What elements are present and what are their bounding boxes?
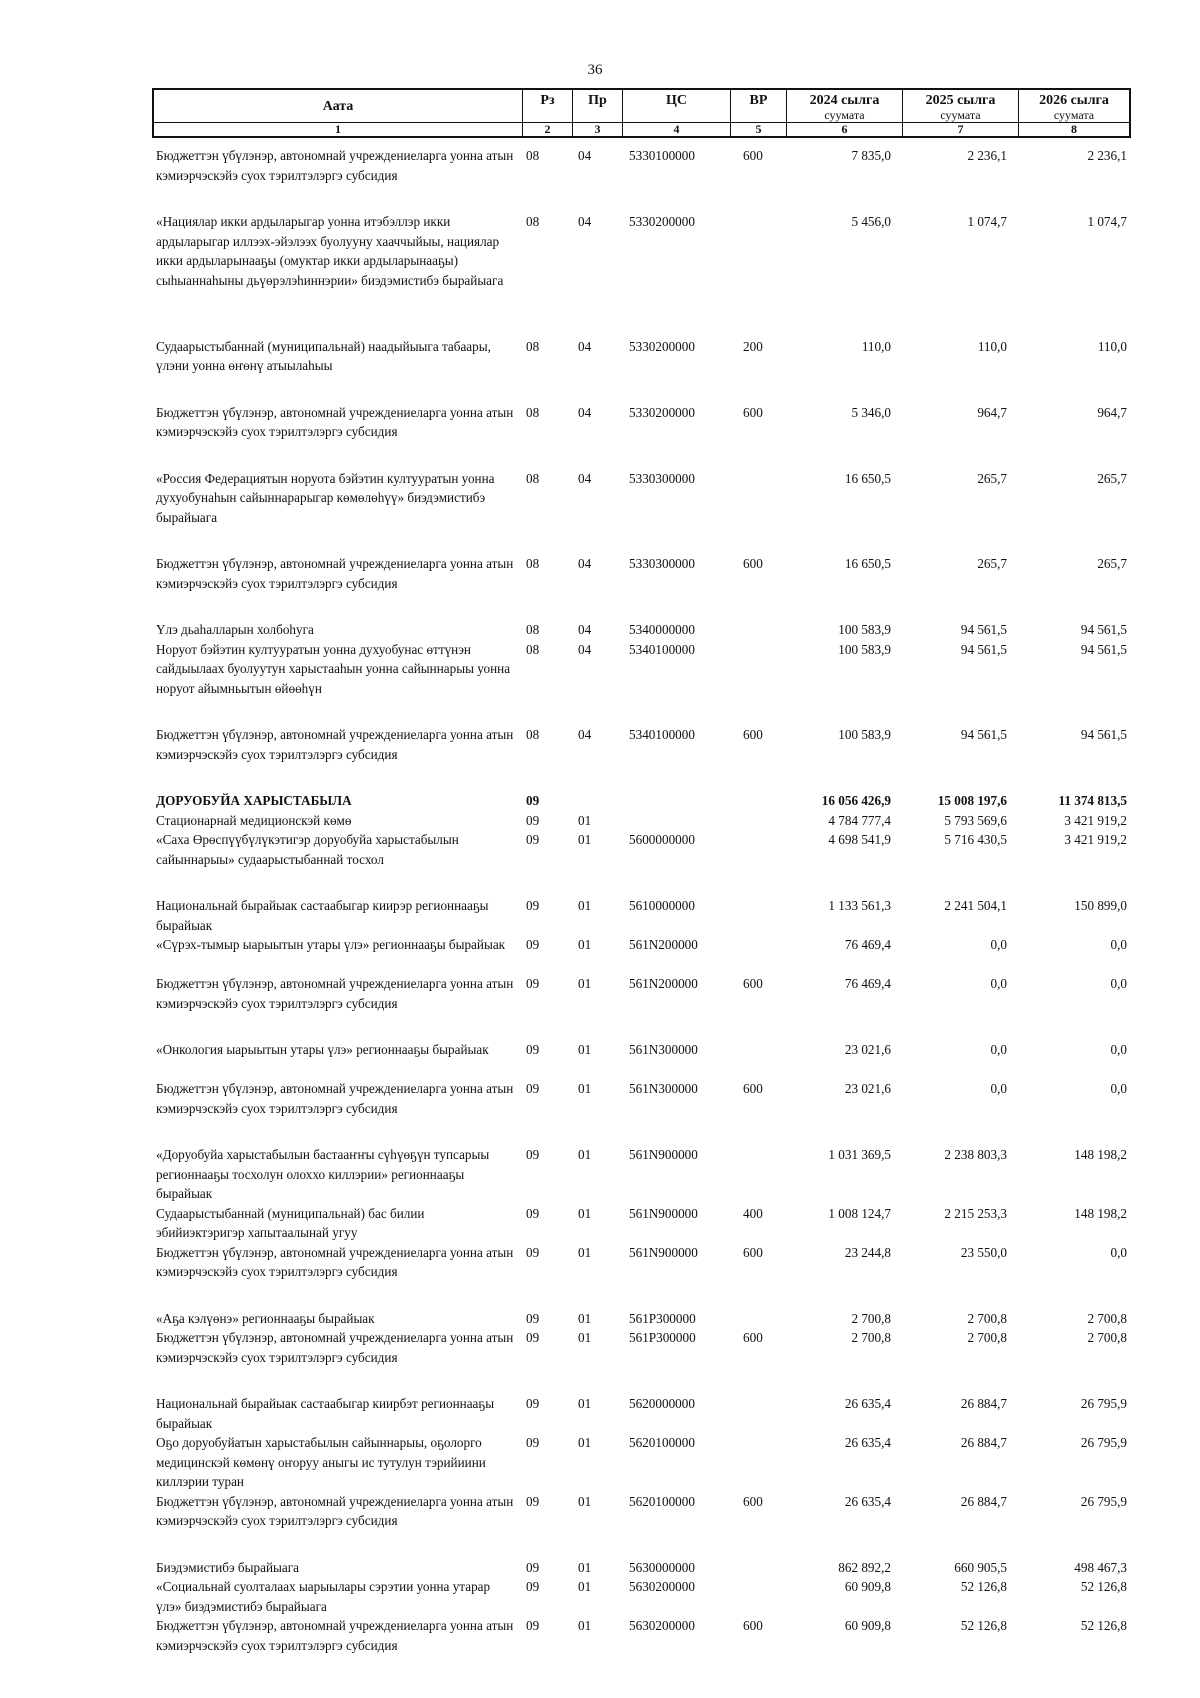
row-sum-2026: 1 074,7 — [1087, 214, 1127, 229]
row-name: Бюджеттэн үбүлэнэр, автономнай учреждениеларга уонна атын кэмиэрчэскэйэ суох тэрилтэлэргэ субсидия — [156, 556, 514, 591]
row-sum-2025: 2 238 803,3 — [944, 1147, 1007, 1162]
row-pr: 01 — [578, 1396, 592, 1411]
row-cs: 5340000000 — [629, 622, 695, 637]
row-sum-2024: 60 909,8 — [844, 1618, 891, 1633]
row-pr: 04 — [578, 404, 592, 420]
row-sum-2025: 2 215 253,3 — [944, 1205, 1007, 1221]
row-sum-2024: 862 892,2 — [838, 1559, 891, 1575]
row-sum-2025: 1 074,7 — [967, 214, 1007, 229]
row-pr: 04 — [578, 470, 592, 486]
row-sum-2026: 0,0 — [1110, 1081, 1127, 1096]
header-2026-sum: суумата — [1053, 108, 1095, 122]
row-cs: 561N900000 — [629, 1244, 698, 1260]
row-sum-2026: 265,7 — [1097, 470, 1127, 486]
table-row — [0, 1492, 1200, 1531]
row-sum-2025: 110,0 — [977, 338, 1007, 354]
row-sum-2024: 7 835,0 — [851, 148, 891, 163]
header-2026 — [1019, 90, 1129, 124]
row-cs: 561N200000 — [629, 937, 698, 952]
row-pr: 01 — [578, 976, 592, 991]
row-name: Бюджеттэн үбүлэнэр, автономнай учреждениеларга уонна атын кэмиэрчэскэйэ суох тэрилтэлэргэ субсидия — [156, 1330, 514, 1365]
row-name: Бюджеттэн үбүлэнэр, автономнай учреждениеларга уонна атын кэмиэрчэскэйэ суох тэрилтэлэргэ субсидия — [156, 727, 514, 762]
row-sum-2025: 2 700,8 — [967, 1330, 1007, 1345]
row-rz: 08 — [526, 214, 540, 229]
row-sum-2026: 26 795,9 — [1080, 1493, 1127, 1509]
row-name: Бюджеттэн үбүлэнэр, автономнай учреждениеларга уонна атын кэмиэрчэскэйэ суох тэрилтэлэргэ субсидия — [156, 976, 514, 1011]
row-pr: 04 — [578, 622, 592, 637]
row-cs: 5620100000 — [629, 1435, 695, 1450]
row-sum-2026: 94 561,5 — [1080, 641, 1127, 657]
row-sum-2026: 52 126,8 — [1080, 1618, 1127, 1633]
row-sum-2026: 52 126,8 — [1080, 1579, 1127, 1594]
row-cs: 5330200000 — [629, 404, 695, 420]
row-cs: 561P300000 — [629, 1330, 696, 1345]
row-name: Үлэ дьаһалларын холбоһуга — [156, 622, 314, 637]
header-2024-sum: суумата — [824, 108, 865, 122]
row-cs: 5620100000 — [629, 1493, 695, 1509]
row-sum-2024: 1 133 561,3 — [828, 898, 891, 913]
row-vr: 600 — [743, 556, 763, 571]
row-sum-2025: 5 793 569,6 — [944, 812, 1007, 828]
row-sum-2025: 94 561,5 — [960, 727, 1007, 742]
row-sum-2024: 2 700,8 — [851, 1330, 891, 1345]
row-sum-2026: 148 198,2 — [1074, 1205, 1127, 1221]
row-sum-2025: 0,0 — [990, 937, 1007, 952]
header-num-6: 6 — [787, 122, 902, 136]
header-2024-col — [786, 90, 902, 136]
row-name: Бюджеттэн үбүлэнэр, автономнай учреждениеларга уонна атын кэмиэрчэскэйэ суох тэрилтэлэргэ субсидия — [156, 1081, 514, 1116]
row-sum-2026: 26 795,9 — [1080, 1396, 1127, 1411]
row-sum-2025: 26 884,7 — [960, 1396, 1007, 1411]
row-name: Бюджеттэн үбүлэнэр, автономнай учреждениеларга уонна атын кэмиэрчэскэйэ суох тэрилтэлэргэ субсидия — [156, 1493, 514, 1528]
row-name: Стационарнай медиционскэй көмө — [156, 812, 352, 828]
row-cs: 5330200000 — [629, 214, 695, 229]
row-vr: 600 — [743, 1244, 763, 1260]
row-sum-2024: 23 244,8 — [844, 1244, 891, 1260]
row-cs: 561N200000 — [629, 976, 698, 991]
row-rz: 09 — [526, 1330, 540, 1345]
row-rz: 09 — [526, 1435, 540, 1450]
header-num-5: 5 — [731, 122, 786, 136]
table-row — [0, 337, 1200, 376]
row-pr: 04 — [578, 727, 592, 742]
budget-table-body — [0, 146, 1200, 1655]
row-name: Бюджеттэн үбүлэнэр, автономнай учреждениеларга уонна атын кэмиэрчэскэйэ суох тэрилтэлэргэ субсидия — [156, 404, 514, 439]
row-sum-2024: 110,0 — [861, 338, 891, 354]
row-name: «Социальнай суолталаах ыарыылары сэрэтии уонна утарар үлэ» биэдэмистибэ бырайыага — [156, 1579, 491, 1614]
row-name: Бюджеттэн үбүлэнэр, автономнай учреждениеларга уонна атын кэмиэрчэскэйэ суох тэрилтэлэргэ субсидия — [156, 1244, 514, 1279]
row-sum-2025: 265,7 — [977, 470, 1007, 486]
row-cs: 5630000000 — [629, 1559, 695, 1575]
row-pr: 01 — [578, 1147, 592, 1162]
row-sum-2024: 16 650,5 — [844, 556, 891, 571]
row-cs: 5330300000 — [629, 470, 695, 486]
row-sum-2024: 76 469,4 — [844, 976, 891, 991]
row-sum-2025: 15 008 197,6 — [937, 793, 1007, 808]
row-name: «Аҕа кэлүөнэ» регионнааҕы бырайыак — [156, 1310, 375, 1326]
row-name: «Доруобуйа харыстабылын бастааҥҥы сүһүөҕүн тупсарыы регионнааҕы тосхолун олоххо киллэрии» регионнааҕы бырайыак — [156, 1147, 490, 1201]
row-pr: 01 — [578, 1559, 592, 1575]
row-rz: 09 — [526, 1618, 540, 1633]
row-pr: 01 — [578, 1042, 592, 1057]
header-2024 — [787, 90, 902, 124]
row-rz: 08 — [526, 470, 540, 486]
row-sum-2025: 0,0 — [990, 1081, 1007, 1096]
row-sum-2026: 265,7 — [1097, 556, 1127, 571]
table-header — [152, 88, 1131, 138]
table-row — [0, 725, 1200, 764]
row-name: «Сүрэх-тымыр ыарыытын утары үлэ» регионнааҕы бырайыак — [156, 937, 506, 952]
row-name: Судаарыстыбаннай (муниципальнай) бас билии эбийиэктэригэр хапытаалынай угуу — [156, 1205, 425, 1240]
row-sum-2024: 100 583,9 — [838, 622, 891, 637]
row-pr: 01 — [578, 937, 592, 952]
row-sum-2025: 2 241 504,1 — [944, 898, 1007, 913]
page-number: 36 — [587, 62, 603, 78]
header-name: Аата — [322, 98, 354, 114]
header-num-7: 7 — [903, 122, 1018, 136]
row-sum-2026: 0,0 — [1110, 976, 1127, 991]
row-vr: 600 — [743, 976, 763, 991]
row-name: Судаарыстыбаннай (муниципальнай) наадыйыыга табаары, үлэни уонна өҥөнү атыылаһыы — [156, 338, 491, 373]
header-cs: ЦС — [666, 93, 687, 108]
header-2025 — [903, 90, 1018, 124]
row-pr: 01 — [578, 1330, 592, 1345]
row-sum-2026: 94 561,5 — [1080, 727, 1127, 742]
row-vr: 600 — [743, 404, 763, 420]
row-sum-2025: 26 884,7 — [960, 1493, 1007, 1509]
table-row — [0, 1040, 1200, 1079]
row-pr: 01 — [578, 1310, 592, 1326]
row-rz: 09 — [526, 793, 540, 808]
row-sum-2026: 150 899,0 — [1074, 898, 1127, 913]
header-2026-col — [1018, 90, 1129, 136]
row-cs: 561P300000 — [629, 1310, 696, 1326]
row-name: Биэдэмистибэ бырайыага — [156, 1559, 299, 1575]
row-sum-2024: 16 056 426,9 — [821, 793, 891, 808]
row-sum-2025: 94 561,5 — [960, 641, 1007, 657]
row-sum-2026: 2 700,8 — [1087, 1330, 1127, 1345]
row-rz: 09 — [526, 1147, 540, 1162]
row-sum-2025: 660 905,5 — [954, 1559, 1007, 1575]
header-num-1: 1 — [154, 122, 522, 136]
row-sum-2024: 23 021,6 — [844, 1042, 891, 1057]
row-rz: 08 — [526, 338, 540, 354]
row-sum-2024: 100 583,9 — [838, 641, 891, 657]
row-cs: 5630200000 — [629, 1579, 695, 1594]
row-cs: 5330200000 — [629, 338, 695, 354]
row-pr: 04 — [578, 641, 592, 657]
row-pr: 01 — [578, 1205, 592, 1221]
row-sum-2026: 3 421 919,2 — [1064, 812, 1127, 828]
row-rz: 09 — [526, 976, 540, 991]
table-row — [0, 1394, 1200, 1433]
row-vr: 600 — [743, 148, 763, 163]
row-name: Национальнай бырайыак састаабыгар киирэр регионнааҕы бырайыак — [156, 898, 489, 933]
row-sum-2026: 0,0 — [1110, 1042, 1127, 1057]
row-sum-2025: 0,0 — [990, 976, 1007, 991]
row-sum-2026: 0,0 — [1110, 937, 1127, 952]
row-sum-2025: 2 236,1 — [967, 148, 1007, 163]
row-name: «Нациялар икки ардыларыгар уонна итэбэллэр икки ардыларыгар иллээх-эйэлээх буолууну хааччыйыы, нациялар икки ардыларынааҕы (омуктар икки ардыларынааҕы) сыһыаннаһыны дьүөрэлэһиннэрии» биэдэмистибэ бырайыага — [156, 214, 504, 288]
table-row — [0, 620, 1200, 640]
row-name: «Онкология ыарыытын утары үлэ» регионнааҕы бырайыак — [156, 1042, 489, 1057]
row-rz: 09 — [526, 1493, 540, 1509]
row-rz: 09 — [526, 1205, 540, 1221]
row-sum-2025: 964,7 — [977, 404, 1007, 420]
table-row — [0, 403, 1200, 442]
row-cs: 5610000000 — [629, 898, 695, 913]
row-sum-2024: 1 008 124,7 — [828, 1205, 891, 1221]
table-row — [0, 640, 1200, 699]
table-row — [0, 1243, 1200, 1282]
row-rz: 09 — [526, 1042, 540, 1057]
row-cs: 5330100000 — [629, 148, 695, 163]
row-sum-2026: 148 198,2 — [1074, 1147, 1127, 1162]
row-sum-2026: 964,7 — [1097, 404, 1127, 420]
row-name: Оҕо доруобуйатын харыстабылын сайыннарыы, оҕолорго медицинскэй көмөнү оҥоруу аныгы ис тутулун тэрийиини киллэрии туран — [156, 1435, 486, 1489]
row-rz: 09 — [526, 1396, 540, 1411]
row-sum-2026: 3 421 919,2 — [1064, 832, 1127, 847]
row-pr: 01 — [578, 1081, 592, 1096]
header-num-3: 3 — [573, 122, 622, 136]
row-cs: 5340100000 — [629, 641, 695, 657]
header-name-col — [154, 90, 522, 136]
row-sum-2026: 26 795,9 — [1080, 1435, 1127, 1450]
row-pr: 01 — [578, 832, 592, 847]
row-sum-2024: 26 635,4 — [844, 1493, 891, 1509]
header-2024-label: 2024 сылга — [809, 93, 880, 108]
row-cs: 5330300000 — [629, 556, 695, 571]
row-rz: 09 — [526, 832, 540, 847]
header-pr-col — [572, 90, 622, 136]
table-row — [0, 1309, 1200, 1329]
row-sum-2024: 26 635,4 — [844, 1435, 891, 1450]
row-sum-2024: 4 784 777,4 — [828, 812, 891, 828]
row-pr: 04 — [578, 338, 592, 354]
row-sum-2026: 11 374 813,5 — [1058, 793, 1127, 808]
row-sum-2025: 265,7 — [977, 556, 1007, 571]
table-row — [0, 469, 1200, 528]
row-rz: 09 — [526, 1579, 540, 1594]
table-row — [0, 896, 1200, 935]
header-num-2: 2 — [523, 122, 572, 136]
table-row — [0, 1558, 1200, 1578]
row-rz: 08 — [526, 556, 540, 571]
row-sum-2024: 5 456,0 — [851, 214, 891, 229]
table-row — [0, 212, 1200, 310]
row-vr: 600 — [743, 727, 763, 742]
row-sum-2026: 0,0 — [1110, 1244, 1127, 1260]
row-sum-2025: 0,0 — [990, 1042, 1007, 1057]
row-pr: 04 — [578, 214, 592, 229]
header-vr-col — [730, 90, 786, 136]
row-pr: 01 — [578, 1435, 592, 1450]
table-row — [0, 811, 1200, 831]
header-2025-col — [902, 90, 1018, 136]
header-2025-label: 2025 сылга — [925, 93, 996, 108]
row-name: Норуот бэйэтин култууратын уонна духуобунас өттүнэн сайдыылаах буолуутун харыстааһын уонна сайыннарыы уонна норуот айымньытын өйөөһүн — [156, 641, 511, 696]
header-num-8: 8 — [1019, 122, 1129, 136]
row-rz: 08 — [526, 727, 540, 742]
row-vr: 400 — [743, 1205, 763, 1221]
row-cs: 5630200000 — [629, 1618, 695, 1633]
row-rz: 09 — [526, 937, 540, 952]
row-sum-2026: 110,0 — [1097, 338, 1127, 354]
table-row — [0, 1204, 1200, 1243]
row-pr: 04 — [578, 148, 592, 163]
table-row — [0, 146, 1200, 185]
row-rz: 08 — [526, 622, 540, 637]
row-sum-2024: 5 346,0 — [851, 404, 891, 420]
row-sum-2025: 52 126,8 — [960, 1618, 1007, 1633]
table-row — [0, 935, 1200, 974]
row-sum-2025: 23 550,0 — [960, 1244, 1007, 1260]
header-vr: ВР — [749, 93, 768, 108]
row-pr: 01 — [578, 898, 592, 913]
row-name: Бюджеттэн үбүлэнэр, автономнай учреждениеларга уонна атын кэмиэрчэскэйэ суох тэрилтэлэргэ субсидия — [156, 148, 514, 183]
row-cs: 5600000000 — [629, 832, 695, 847]
row-sum-2025: 94 561,5 — [960, 622, 1007, 637]
table-row — [0, 1616, 1200, 1655]
row-vr: 600 — [743, 1330, 763, 1345]
row-cs: 5620000000 — [629, 1396, 695, 1411]
header-cs-col — [622, 90, 730, 136]
row-name: ДОРУОБУЙА ХАРЫСТАБЫЛА — [156, 793, 352, 808]
row-cs: 5340100000 — [629, 727, 695, 742]
row-rz: 09 — [526, 1081, 540, 1096]
row-sum-2024: 100 583,9 — [838, 727, 891, 742]
row-vr: 600 — [743, 1081, 763, 1096]
row-sum-2025: 5 716 430,5 — [944, 832, 1007, 847]
header-rz-col — [522, 90, 572, 136]
table-row — [0, 830, 1200, 869]
row-sum-2025: 2 700,8 — [967, 1310, 1007, 1326]
row-vr: 600 — [743, 1493, 763, 1509]
row-pr: 04 — [578, 556, 592, 571]
row-pr: 01 — [578, 812, 592, 828]
row-vr: 600 — [743, 1618, 763, 1633]
row-name: «Саха Өрөспүүбүлүкэтигэр доруобуйа харыстабылын сайыннарыы» судаарыстыбаннай тосхол — [156, 832, 459, 867]
row-sum-2024: 26 635,4 — [844, 1396, 891, 1411]
header-2025-sum: суумата — [940, 108, 981, 122]
row-rz: 09 — [526, 812, 540, 828]
row-sum-2026: 94 561,5 — [1080, 622, 1127, 637]
row-sum-2024: 4 698 541,9 — [828, 832, 891, 847]
table-row — [0, 554, 1200, 593]
row-name: Национальнай бырайыак састаабыгар киирбэт регионнааҕы бырайыак — [156, 1396, 495, 1431]
row-pr: 01 — [578, 1493, 592, 1509]
row-sum-2025: 52 126,8 — [960, 1579, 1007, 1594]
header-rz: Рз — [540, 93, 555, 108]
table-row — [0, 1145, 1200, 1204]
row-rz: 09 — [526, 1310, 540, 1326]
row-sum-2024: 23 021,6 — [844, 1081, 891, 1096]
row-cs: 561N300000 — [629, 1081, 698, 1096]
header-pr: Пр — [588, 93, 607, 108]
row-name: Бюджеттэн үбүлэнэр, автономнай учреждениеларга уонна атын кэмиэрчэскэйэ суох тэрилтэлэргэ субсидия — [156, 1618, 514, 1653]
header-num-4: 4 — [623, 122, 730, 136]
table-row — [0, 1079, 1200, 1118]
row-sum-2024: 2 700,8 — [851, 1310, 891, 1326]
row-sum-2024: 60 909,8 — [844, 1579, 891, 1594]
row-rz: 08 — [526, 641, 540, 657]
row-pr: 01 — [578, 1618, 592, 1633]
row-pr: 01 — [578, 1244, 592, 1260]
table-row — [0, 1577, 1200, 1616]
row-pr: 01 — [578, 1579, 592, 1594]
row-sum-2024: 1 031 369,5 — [828, 1147, 891, 1162]
row-sum-2026: 2 700,8 — [1087, 1310, 1127, 1326]
header-2026-label: 2026 сылга — [1039, 93, 1109, 108]
row-sum-2024: 16 650,5 — [844, 470, 891, 486]
row-cs: 561N900000 — [629, 1147, 698, 1162]
table-row — [0, 1328, 1200, 1367]
row-rz: 09 — [526, 898, 540, 913]
row-cs: 561N300000 — [629, 1042, 698, 1057]
row-sum-2024: 76 469,4 — [844, 937, 891, 952]
row-cs: 561N900000 — [629, 1205, 698, 1221]
row-sum-2025: 26 884,7 — [960, 1435, 1007, 1450]
table-row — [0, 974, 1200, 1013]
row-sum-2026: 498 467,3 — [1074, 1559, 1127, 1575]
row-vr: 200 — [743, 338, 763, 354]
row-rz: 09 — [526, 1559, 540, 1575]
row-name: «Россия Федерациятын норуота бэйэтин култууратын уонна духуобунаһын сайыннарарыгар көмөлөһүү» биэдэмистибэ бырайыага — [156, 470, 495, 525]
row-rz: 08 — [526, 404, 540, 420]
table-row — [0, 1433, 1200, 1492]
row-sum-2026: 2 236,1 — [1087, 148, 1127, 163]
row-rz: 09 — [526, 1244, 540, 1260]
row-rz: 08 — [526, 148, 540, 163]
table-row — [0, 791, 1200, 811]
